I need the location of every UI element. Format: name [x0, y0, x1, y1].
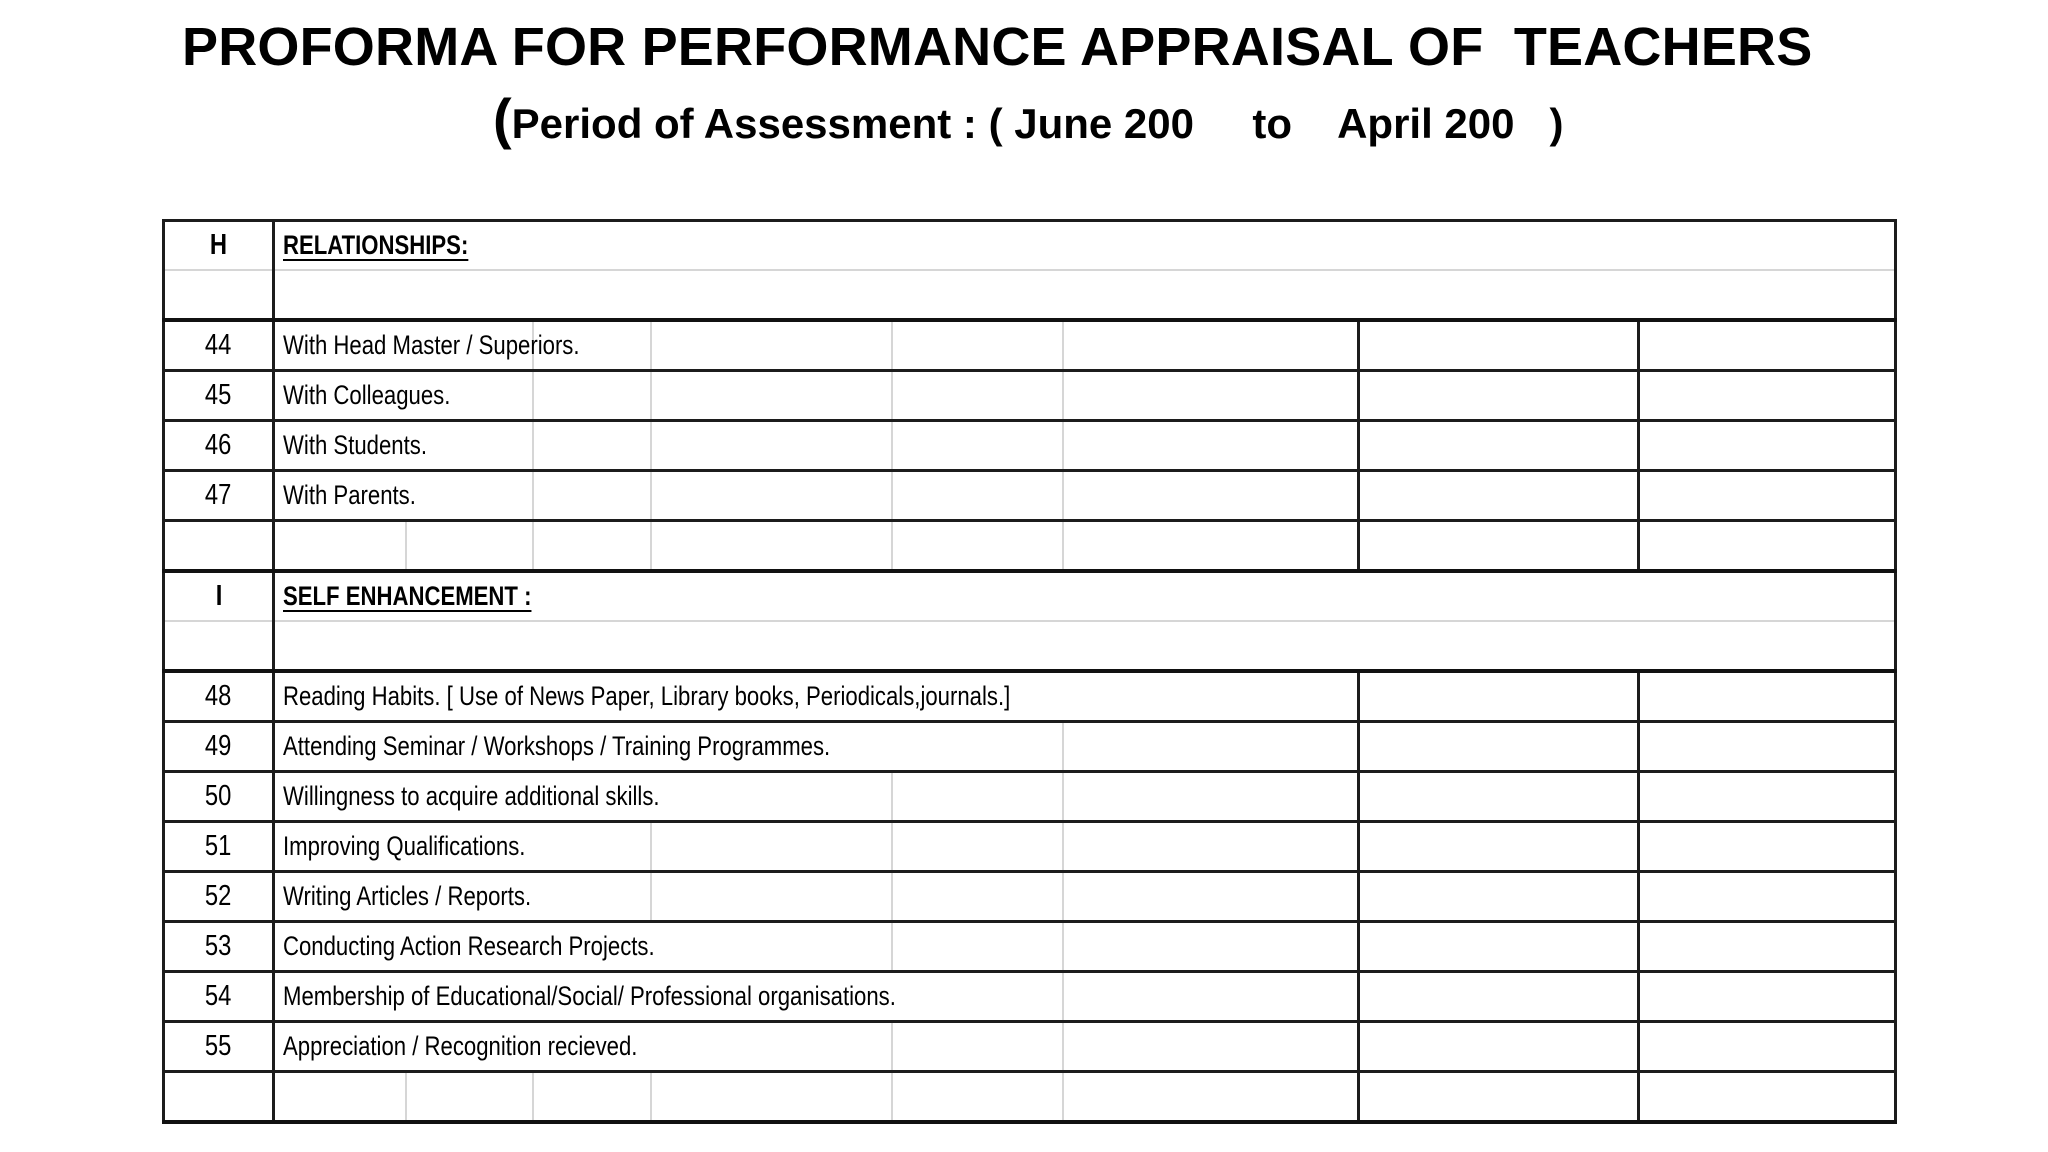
- rating-cell[interactable]: [1358, 471, 1638, 521]
- rating-cell[interactable]: [651, 872, 892, 922]
- rating-cell[interactable]: [1358, 972, 1638, 1022]
- rating-cell[interactable]: [1639, 671, 1896, 722]
- rating-cell[interactable]: [1358, 772, 1638, 822]
- rating-cell[interactable]: [533, 371, 652, 421]
- item-label: With Colleagues.: [274, 371, 533, 421]
- item-number: 46: [164, 421, 274, 471]
- blank-cell: [1639, 521, 1896, 572]
- rating-cell[interactable]: [892, 1022, 1063, 1072]
- rating-cell[interactable]: [1639, 722, 1896, 772]
- item-number: 48: [164, 671, 274, 722]
- assessment-period-text: Period of Assessment : ( June 200 to April 200 ): [511, 100, 1564, 147]
- rating-cell[interactable]: [1063, 471, 1358, 521]
- item-number: 45: [164, 371, 274, 421]
- rating-cell[interactable]: [1358, 822, 1638, 872]
- table-row: [164, 872, 1896, 922]
- rating-cell[interactable]: [651, 822, 892, 872]
- rating-cell[interactable]: [1639, 471, 1896, 521]
- rating-cell[interactable]: [1358, 872, 1638, 922]
- rating-cell[interactable]: [1358, 1022, 1638, 1072]
- rating-cell[interactable]: [1358, 671, 1638, 722]
- table-row: [164, 822, 1896, 872]
- rating-cell[interactable]: [1639, 320, 1896, 371]
- item-label: Membership of Educational/Social/ Professional organisations.: [274, 972, 1063, 1022]
- blank-cell: [892, 521, 1063, 572]
- item-label: Writing Articles / Reports.: [274, 872, 652, 922]
- blank-cell: [274, 521, 407, 572]
- section-letter: H: [164, 221, 274, 271]
- rating-cell[interactable]: [1063, 371, 1358, 421]
- table-row: [164, 671, 1896, 722]
- rating-cell[interactable]: [1639, 822, 1896, 872]
- document-title: PROFORMA FOR PERFORMANCE APPRAISAL OF TEACHERS: [182, 17, 1813, 77]
- rating-cell[interactable]: [1639, 972, 1896, 1022]
- item-label: Willingness to acquire additional skills.: [274, 772, 892, 822]
- rating-cell[interactable]: [1063, 421, 1358, 471]
- item-number: 54: [164, 972, 274, 1022]
- rating-cell[interactable]: [1063, 320, 1358, 371]
- section-letter: I: [164, 571, 274, 621]
- table-row: [164, 922, 1896, 972]
- rating-cell[interactable]: [892, 922, 1063, 972]
- rating-cell[interactable]: [1639, 1022, 1896, 1072]
- item-number: 55: [164, 1022, 274, 1072]
- rating-cell[interactable]: [1063, 1022, 1358, 1072]
- item-label: Reading Habits. [ Use of News Paper, Library books, Periodicals,journals.]: [274, 671, 1359, 722]
- rating-cell[interactable]: [651, 371, 892, 421]
- table-row: [164, 772, 1896, 822]
- rating-cell[interactable]: [533, 421, 652, 471]
- rating-cell[interactable]: [892, 822, 1063, 872]
- rating-cell[interactable]: [1639, 421, 1896, 471]
- rating-cell[interactable]: [1358, 371, 1638, 421]
- section-spacer-row: [164, 621, 1896, 671]
- item-label: Appreciation / Recognition recieved.: [274, 1022, 892, 1072]
- rating-cell[interactable]: [892, 471, 1063, 521]
- rating-cell[interactable]: [892, 320, 1063, 371]
- spacer-cell: [274, 270, 1896, 320]
- blank-row: [164, 521, 1896, 572]
- rating-cell[interactable]: [1063, 922, 1358, 972]
- table-row: [164, 722, 1896, 772]
- blank-cell: [406, 1072, 532, 1123]
- blank-cell: [533, 521, 652, 572]
- table-row: [164, 471, 1896, 521]
- rating-cell[interactable]: [892, 371, 1063, 421]
- rating-cell[interactable]: [1358, 722, 1638, 772]
- rating-cell[interactable]: [651, 421, 892, 471]
- blank-cell: [406, 521, 532, 572]
- rating-cell[interactable]: [1358, 922, 1638, 972]
- blank-cell: [1063, 521, 1358, 572]
- table-row: [164, 320, 1896, 371]
- item-number: 47: [164, 471, 274, 521]
- appraisal-table: [162, 219, 1897, 1124]
- blank-cell: [1358, 521, 1638, 572]
- item-label: Improving Qualifications.: [274, 822, 652, 872]
- rating-cell[interactable]: [892, 772, 1063, 822]
- rating-cell[interactable]: [1063, 822, 1358, 872]
- spacer-cell: [274, 621, 1896, 671]
- item-number: 44: [164, 320, 274, 371]
- item-label: With Head Master / Superiors.: [274, 320, 533, 371]
- section-header-row: [164, 571, 1896, 621]
- item-number: 53: [164, 922, 274, 972]
- table-row: [164, 371, 1896, 421]
- blank-cell: [651, 1072, 892, 1123]
- item-label: Attending Seminar / Workshops / Training Programmes.: [274, 722, 1063, 772]
- rating-cell[interactable]: [1063, 972, 1358, 1022]
- rating-cell[interactable]: [1358, 320, 1638, 371]
- rating-cell[interactable]: [1063, 772, 1358, 822]
- rating-cell[interactable]: [892, 872, 1063, 922]
- blank-cell: [1358, 1072, 1638, 1123]
- blank-cell: [651, 521, 892, 572]
- item-number: 51: [164, 822, 274, 872]
- rating-cell[interactable]: [892, 421, 1063, 471]
- rating-cell[interactable]: [651, 471, 892, 521]
- table-row: [164, 421, 1896, 471]
- rating-cell[interactable]: [1063, 872, 1358, 922]
- blank-row: [164, 1072, 1896, 1123]
- item-number: 50: [164, 772, 274, 822]
- section-spacer-row: [164, 270, 1896, 320]
- rating-cell[interactable]: [533, 471, 652, 521]
- subtitle-paren: (: [493, 87, 512, 150]
- table-row: [164, 1022, 1896, 1072]
- section-header-row: [164, 221, 1896, 271]
- item-number: 52: [164, 872, 274, 922]
- rating-cell[interactable]: [1639, 772, 1896, 822]
- rating-cell[interactable]: [1358, 421, 1638, 471]
- assessment-period: [493, 84, 1564, 154]
- rating-cell[interactable]: [1063, 722, 1358, 772]
- blank-cell: [164, 521, 274, 572]
- section-heading: SELF ENHANCEMENT :: [274, 571, 1896, 621]
- rating-cell[interactable]: [1639, 371, 1896, 421]
- spacer-cell: [164, 621, 274, 671]
- item-number: 49: [164, 722, 274, 772]
- item-label: Conducting Action Research Projects.: [274, 922, 892, 972]
- rating-cell[interactable]: [1639, 872, 1896, 922]
- item-label: With Parents.: [274, 471, 533, 521]
- blank-cell: [274, 1072, 407, 1123]
- rating-cell[interactable]: [1639, 922, 1896, 972]
- blank-cell: [892, 1072, 1063, 1123]
- blank-cell: [533, 1072, 652, 1123]
- blank-cell: [164, 1072, 274, 1123]
- blank-cell: [1063, 1072, 1358, 1123]
- blank-cell: [1639, 1072, 1896, 1123]
- section-heading: RELATIONSHIPS:: [274, 221, 1896, 271]
- spacer-cell: [164, 270, 274, 320]
- table-row: [164, 972, 1896, 1022]
- rating-cell[interactable]: [651, 320, 892, 371]
- item-label: With Students.: [274, 421, 533, 471]
